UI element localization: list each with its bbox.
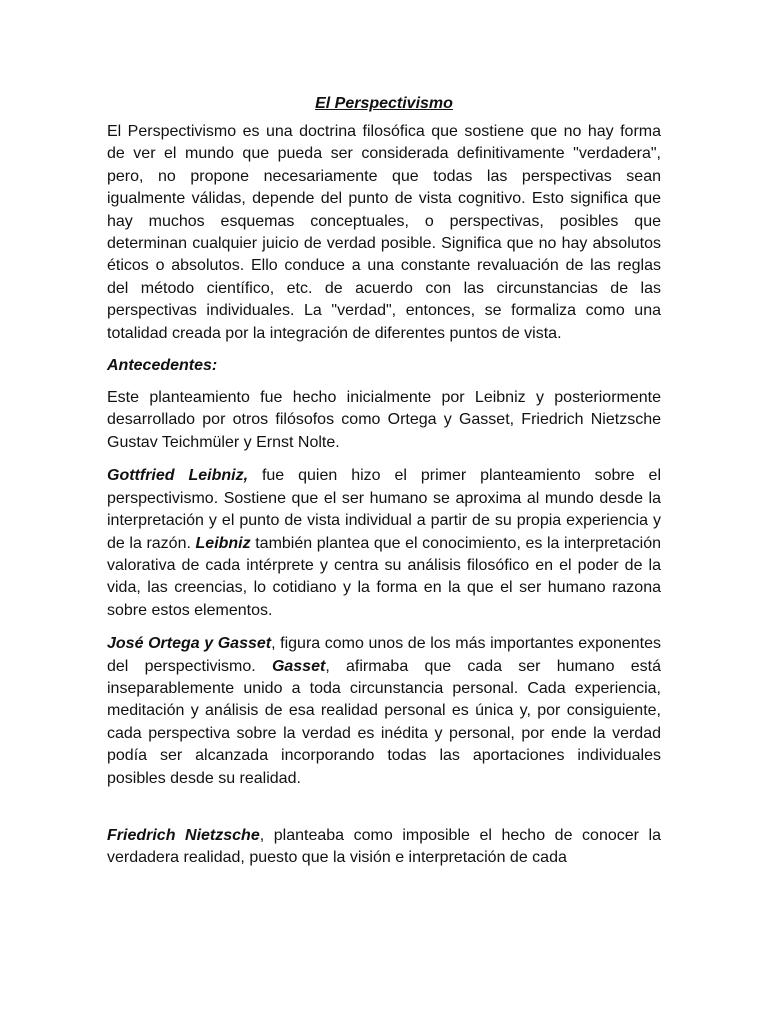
leibniz-name: Gottfried Leibniz, [107,467,249,485]
document-body [107,93,661,870]
ortega-name: José Ortega y Gasset [107,635,272,653]
leibniz-name-short: Leibniz [195,534,251,552]
nietzsche-text-1: , planteaba como imposible el hecho de conocer la verdadera realidad, puesto que la visión e interpretación de cada [107,826,661,867]
antecedentes-heading: Antecedentes: [107,357,218,375]
intro-paragraph: El Perspectivismo es una doctrina filosófica que sostiene que no hay forma de ver el mundo que pueda ser considerada definitivamente "verdadera", pero, no propone necesariamente que todas las perspectivas sean igualmente válidas, depende del punto de vista cognitivo. Esto significa que hay muchos esquemas conceptuales, o perspectivas, posibles que determinan cualquier juicio de verdad posible. Significa que no hay absolutos éticos o absolutos. Ello conduce a una constante revaluación de las reglas del método científico, etc. de acuerdo con las circunstancias de las perspectivas individuales. La "verdad", entonces, se formaliza como una totalidad creada por la integración de diferentes puntos de vista. [107,123,661,342]
spacer [107,622,661,633]
ortega-name-short: Gasset [271,657,326,675]
ortega-paragraph [107,633,661,790]
spacer [107,377,661,387]
nietzsche-paragraph [107,825,661,870]
leibniz-paragraph [107,465,661,622]
leibniz-text-2: también plantea que el conocimiento, es la interpretación valorativa de cada intérprete y centra su análisis filosófico en el poder de la vida, las creencias, lo cotidiano y la forma en la que el ser humano razona sobre estos elementos. [107,534,661,619]
ortega-text-1: , figura como unos de los más importantes exponentes del perspectivismo. [107,635,662,675]
spacer [107,454,661,465]
leibniz-text-1: fue quien hizo el primer planteamiento sobre el perspectivismo. Sostiene que el ser humano se aproxima al mundo desde la interpretación y el punto de vista individual a partir de su propia experiencia y de la razón. [107,467,661,552]
antecedentes-paragraph: Este planteamiento fue hecho inicialmente por Leibniz y posteriormente desarrollado por otros filósofos como Ortega y Gasset, Friedrich Nietzsche Gustav Teichmüler y Ernst Nolte. [107,389,661,451]
document-title: El Perspectivismo [315,95,453,112]
ortega-text-2: , afirmaba que cada ser humano está inseparablemente unido a toda circunstancia personal. Cada experiencia, meditación y análisis de esa realidad personal es única y, por consiguiente, cada perspectiva sobre la verdad es inédita y personal, por ende la verdad podía ser alcanzada incorporando todas las aportaciones individuales posibles desde su realidad. [107,657,661,787]
nietzsche-name: Friedrich Nietzsche [107,826,260,844]
spacer [107,790,661,825]
spacer [107,345,661,355]
